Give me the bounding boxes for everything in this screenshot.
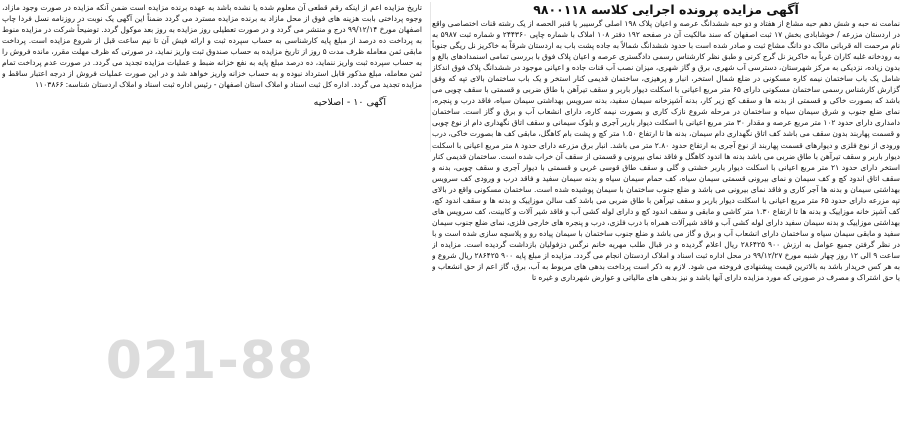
faded-phone-watermark: 021-88 bbox=[105, 331, 315, 391]
auction-notice-continuation-column bbox=[2, 2, 422, 152]
notice-body: نمامت نه حبه و شش دهم حبه مشاع از هفتاد و دو حبه ششدانگ عرصه و اعیان پلاک ۱۹۸ اصلی گرسیبر یا قنبر الحصه از یک رشته قنات اختصاصی واقع در اردستان مزرعه / خوشابادی بخش ۱۷ ثبت اصفهان که سند مالکیت آن در صفحه ۱۹۲ دفتر ۱۰۸ املاک با شماره چاپی ۲۴۴۳۶۰ و شماره ثبت ۵۹۸۷ به نام مرحمت اله قربانی مالک دو دانگ مشاع ثبت و صادر شده است با حدود ششدانگ شمالاً به جاده پشت باب به اردستان شرقاً به خاکریز نل ریگی جنوباً به رودخانه غلبه کاران غرباً به خاکریز نل گرج کرنی و طبق نظر کارشناس رسمی دادگستری عرصه و اعیان پلاک فوق با بررسی تمامی اسنمدادهای بالغ و بدون زیاده، نزدیکی به مرکز شهرستان، دسترسی آب شهری، برق و گاز شهری، میزان نصب آب قنات جاده و اعیانی موجود در ششدانگ پلاک فوق اندکاز شامل یک باب ساختمان نیمه کاره مسکونی در ضلع شمال استخر، انبار و پرهیزی، ساختمان قدیمی کنار استخر و یک باب ساختمان بالای تپه که وفق گزارش کارشناس رسمی ساختمان مسکونی دارای ۶۵ متر مربع اعیانی با اسکلت دیوار باربر و سقف تیرآهن با طاق ضربی و قسمتی با سقف چوبی می باشد که بصورت خاکی و قسمتی از بدنه ها و سقف کچ زیر کار، بدنه آشپزخانه سیمان سفید، بدنه سرویس بهداشتی سیمان سیاه، فاقد درب و پنجره، نمای ضلع جنوب و شرق سیمان سیاه و ساختمان در مرحله شروع نازک کاری و بصورت نیمه کاره، دارای انشعاب آب و برق و گاز است. ساختمان دامداری دارای حدود ۱۰۲ متر مربع عرصه و مقدار ۳۰ متر مربع اعیانی با اسکلت دیوار باربر آجری و بلوک سیمانی و سقف اتاق نگهداری دام از نوع چوبی و قسمت پهاربند بدون سقف می باشد کف اتاق نگهداری دام سیمان، بدنه ها تا ارتفاع ۱.۵۰ متر کچ و پشت بام کاهگل، مابقی کف ها بصورت خاکی، درب ورودی از نوع فلزی و دیوارهای قسمت پهاربند از نوع آجری به ارتفاع حدود ۲.۸۰ متر می باشد. انبار برق مزرعه دارای حدود ۸ متر مربع اعیانی با اسکلت دیوار باربر و سقف تیرآهن با طاق ضربی می باشد بدنه ها اندود کاهگل و فاقد نمای بیرونی و قسمتی از سقف آن خراب شده است. ساختمان قدیمی کنار استخر دارای حدود ۲۱ متر مربع اعیانی با اسکلت دیوار باربر خشتی و گلی و سقف طاق قوسی غربی و قسمتی با دیوار آجری و سقف چوبی، بدنه و سقف اتاق اندود کچ و کف سیمان و نمای بیرونی قسمتی سیمان سیاه، کف حمام سیمان سیاه و بدنه سیمان سفید و فاقد درب و ورودی کف سرویس بهداشتی سیمان و بدنه ها آجر کاری و فاقد نمای بیرونی می باشد و ضلع جنوب ساختمان با سیمان پوشیده شده است. ساختمان مسکونی واقع در بالای تپه مزرعه دارای حدود ۶۵ متر مربع اعیانی با اسکلت دیوار باربر و سقف تیرآهن با طاق ضربی می باشد کف سالن موزاییک و بدنه ها و سقف اندود کچ، کف آشپز خانه موزاییک و بدنه ها تا ارتفاع ۱.۳۰ متر کاشی و مابقی و سقف اندود کچ و دارای لوله کشی آب و فاقد شیر آلات و کابینت، کف سرویس های بهداشتی موزاییک و بدنه سیمان سفید دارای لوله کشی آب و فاقد شیرآلات همراه با درب فلزی، درب و پنجره های خارجی فلزی، نمای ضلع جنوب سیمان سفید و مابقی سیمان سیاه و ساختمان دارای انشعاب آب و برق و گاز می باشد و ضلع جنوب ساختمان با سیمان پیاده رو و پلاسچه سازی شده است و با در نظر گرفتن جمیع عوامل به ارزش ۹۰۰ ۲۸۶۴۲۵ ریال اعلام گردیده و در قبال طلب مهریه خانم نرگس دزفولیان بازداشت گردیده است. مزایده از ساعت ۹ الی ۱۲ روز چهار شنبه مورخ ۹۹/۱۲/۲۷ در محل اداره ثبت اسناد و املاک اردستان انجام می گردد. مزایده از مبلغ پایه ۹۰۰ ۲۸۶۴۲۵ ریال شروع و به هر کس خریدار باشد به بالاترین قیمت پیشنهادی فروخته می شود. لازم به ذکر است پرداخت بدهی های مربوط به آب، برق، گاز اعم از حق انشعاب و یا حق اشتراک و مصرف در صورتی که مورد مزایده دارای آنها باشد و نیز بدهی های مالیاتی و عوارض شهرداری و غیره تا bbox=[432, 19, 900, 283]
notice-title: آگهی مزایده پرونده اجرایی کلاسه ۹۸۰۰۱۱۸ bbox=[533, 2, 799, 17]
column-divider bbox=[430, 2, 431, 152]
auction-notice-main-column bbox=[432, 2, 900, 438]
continuation-body: تاریخ مزایده اعم از اینکه رقم قطعی آن معلوم شده یا نشده باشد به عهده برنده مزایده است ضمن آنکه مزایده در صورت وجود مازاد، وجوه پرداختی بابت هزینه های فوق از محل مازاد به برنده مزایده مسترد می گردد ضمناً این آگهی یک نوبت در روزنامه نسل فردا چاپ اصفهان مورخ ۹۹/۱۲/۱۴ درج و منتشر می گردد و در صورت تعطیلی روز مزایده به روز بعد موکول گردد. توضیحاً شرکت در مزایده منوط به پرداخت ده درصد از مبلغ پایه کارشناسی به حساب سپرده ثبت و ارائه فیش آن تا نیم ساعت قبل از شروع مزایده است. پرداخت مابقی ثمن معامله ظرف مدت ۵ روز از تاریخ مزایده به حساب صندوق ثبت واریز نماید، در صورتی که ظرف مهلت مقرر، مانده فروش را به حساب سپرده ثبت واریز ننماید، ده درصد مبلغ پایه به نفع خزانه ضبط و عملیات مزایده تجدید می گردد. در صورت عدم پرداخت تمام ثمن معامله، مبلغ مذکور قابل استرداد نبوده و به حساب خزانه واریز خواهد شد و در این صورت عملیات فروش از درجه اعتبار ساقط و مزایده تجدید می گردد. اداره کل ثبت اسناد و املاک استان اصفهان - رئیس اداره ثبت اسناد و املاک اردستان شناسه: ۱۱۰۳۸۶۶ bbox=[2, 3, 422, 90]
ad-signature-line: آگهی ۱۰ - اصلاحیه bbox=[313, 97, 386, 109]
